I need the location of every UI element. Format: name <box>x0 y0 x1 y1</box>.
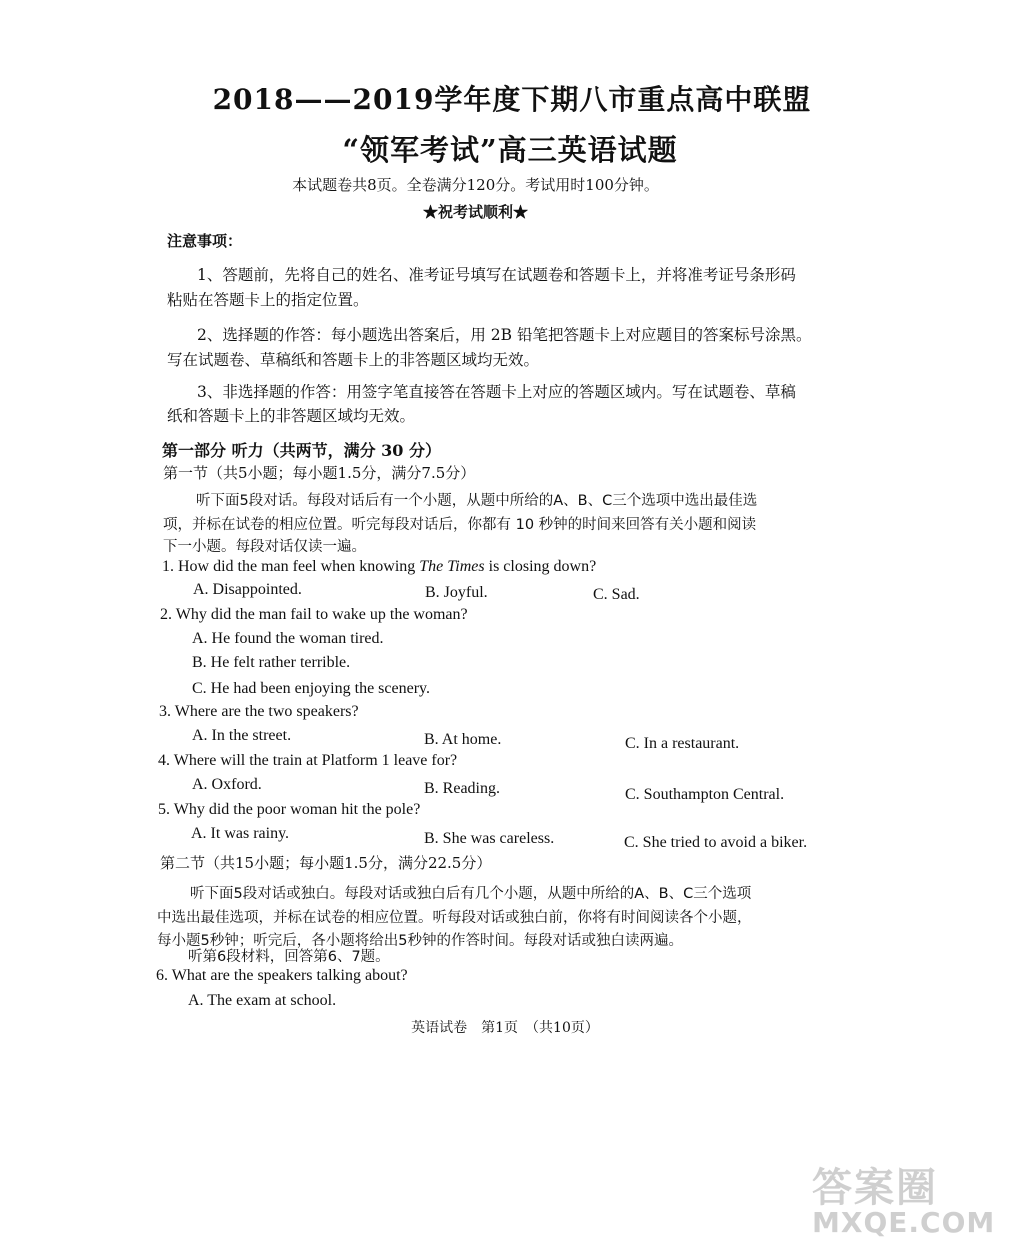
section-1-heading: 第一节（共5小题；每小题1.5分，满分7.5分） <box>163 464 476 482</box>
question-6: 6. What are the speakers talking about? <box>156 967 408 984</box>
question-4: 4. Where will the train at Platform 1 leave for? <box>158 752 458 769</box>
question-6-option-a: A. The exam at school. <box>188 992 337 1009</box>
question-1-italic-title: The Times <box>419 558 485 575</box>
page-footer: 英语试卷 第1页 （共10页） <box>411 1020 599 1036</box>
exam-info: 本试题卷共8页。全卷满分120分。考试用时100分钟。 <box>292 176 659 194</box>
question-1-text-start: 1. How did the man feel when knowing <box>162 558 420 575</box>
question-1 <box>162 558 596 576</box>
material-6-instruction: 听第6段材料，回答第6、7题。 <box>188 949 390 965</box>
question-3-option-b: B. At home. <box>424 731 502 748</box>
question-1-option-c: C. Sad. <box>593 586 640 603</box>
question-2-option-c: C. He had been enjoying the scenery. <box>192 680 430 697</box>
note-3-line-2: 纸和答题卡上的非答题区域均无效。 <box>167 407 416 425</box>
question-4-option-a: A. Oxford. <box>192 776 262 793</box>
section-2-instruction-line-1: 听下面5段对话或独白。每段对话或独白后有几个小题，从题中所给的A、B、C三个选项 <box>190 886 752 902</box>
section-1-instruction-line-3: 下一小题。每段对话仅读一遍。 <box>163 539 366 555</box>
note-3-line-1: 3、非选择题的作答：用签字笔直接答在答题卡上对应的答题区域内。写在试题卷、草稿 <box>197 383 796 401</box>
notes-heading: 注意事项： <box>167 232 243 250</box>
section-2-heading: 第二节（共15小题；每小题1.5分，满分22.5分） <box>160 854 492 872</box>
note-1-line-2: 粘贴在答题卡上的指定位置。 <box>167 291 369 309</box>
section-1-instruction-line-1: 听下面5段对话。每段对话后有一个小题，从题中所给的A、B、C三个选项中选出最佳选 <box>196 493 758 509</box>
part-1-heading: 第一部分 听力（共两节，满分 30 分） <box>162 441 441 460</box>
note-1-line-1: 1、答题前，先将自己的姓名、准考证号填写在试题卷和答题卡上，并将准考证号条形码 <box>197 266 796 284</box>
note-2-line-1: 2、选择题的作答：每小题选出答案后，用 2B 铅笔把答题卡上对应题目的答案标号涂黑。 <box>197 326 812 344</box>
question-3-option-a: A. In the street. <box>192 727 292 744</box>
question-5: 5. Why did the poor woman hit the pole? <box>158 801 421 818</box>
question-5-option-c: C. She tried to avoid a biker. <box>624 834 808 851</box>
exam-title: 2018——2019学年度下期八市重点高中联盟 <box>212 83 812 116</box>
watermark-line-2: MXQE.COM <box>812 1206 996 1239</box>
question-2-option-b: B. He felt rather terrible. <box>192 654 351 671</box>
watermark <box>812 1165 996 1239</box>
question-4-option-b: B. Reading. <box>424 780 500 797</box>
exam-wish: ★祝考试顺利★ <box>422 203 528 221</box>
question-5-option-b: B. She was careless. <box>424 830 555 847</box>
watermark-line-1: 答案圈 <box>812 1165 938 1211</box>
question-2-option-a: A. He found the woman tired. <box>192 630 384 647</box>
question-2: 2. Why did the man fail to wake up the woman? <box>160 606 468 623</box>
section-2-instruction-line-2: 中选出最佳选项，并标在试卷的相应位置。听每段对话或独白前，你将有时间阅读各个小题， <box>157 910 752 926</box>
section-1-instruction-line-2: 项，并标在试卷的相应位置。听完每段对话后，你都有 10 秒钟的时间来回答有关小题和阅读 <box>163 517 757 533</box>
note-2-line-2: 写在试题卷、草稿纸和答题卡上的非答题区域均无效。 <box>167 351 540 369</box>
question-1-option-a: A. Disappointed. <box>193 581 302 598</box>
question-1-option-b: B. Joyful. <box>425 584 488 601</box>
question-4-option-c: C. Southampton Central. <box>625 786 785 803</box>
question-3: 3. Where are the two speakers? <box>159 703 359 720</box>
exam-subtitle: “领军考试”高三英语试题 <box>342 133 678 167</box>
question-1-text-end: is closing down? <box>484 558 597 575</box>
question-3-option-c: C. In a restaurant. <box>625 735 740 752</box>
question-5-option-a: A. It was rainy. <box>191 825 290 842</box>
section-2-instruction-line-3: 每小题5秒钟；听完后，各小题将给出5秒钟的作答时间。每段对话或独白读两遍。 <box>157 933 683 949</box>
